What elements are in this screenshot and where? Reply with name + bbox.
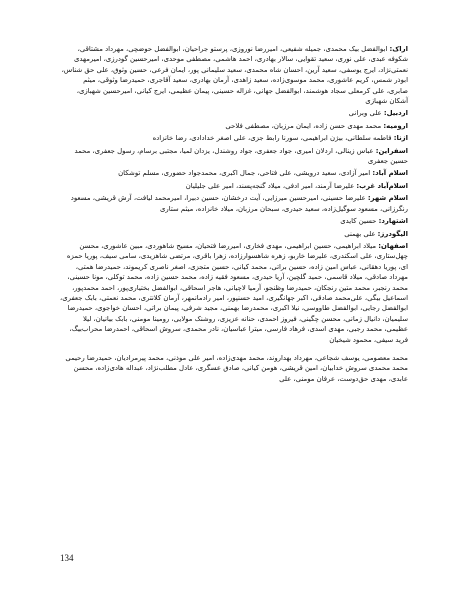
city-block-eslamabad (60, 168, 408, 178)
city-block-aligudarz (60, 229, 408, 239)
city-block-isfahan (60, 241, 408, 345)
city-block-azna (60, 133, 408, 143)
names-text: حسین کایدی (340, 217, 377, 226)
names-text: ابوالفضل بیک محمدی، جمیله شفیعی، امیررضا نوروزی، پرستو جراحیان، ابوالفضل حوضچی، مهرداد مشتاقی، شکوفه عبدی، علی نوری، سعید تقوایی، سالار بهادری، احمد هاشمی، مصطفی موحدی، امیرحسین گودرزی، امیرمهدی نعمتی‌نژاد، ایرج یوسفی، سعید آرین، احسان شاه محمدی، سعید سلیمانی پور، ایمان فرعی، حسین وثوق، علی حق شناس، ابوذر شمس، کریم عاشوری، محمد موسوی‌زاده، سعید زاهدی، آرمان بهادری، سعید آقاجری، حمیدرضا وثوقی، میثم صابری، علی کرمعلی سجاد هوشمند، ابوالفضل جهانی، غزاله حسینی، پیمان عظیمی، ایرج کیانی، امیرحسین شهبازی، آشکان شهبازی (61, 45, 408, 106)
page-number: 134 (60, 553, 74, 563)
names-list (60, 44, 408, 386)
names-text: علیرضا حسینی، امیرحسین میرزایی، آیت درخشان، حسین دبیرا، امیرمحمد لیافت، آرش قریشی، مسعود رنگرزانی، مسعود سوگیل‌زاده، سعید حیدری، سبحان مرزبان، میلاد خانزاده، میثم ستاری (70, 194, 408, 213)
city-block-esfarayen (60, 146, 408, 167)
names-text: محمد معصومی، یوسف شجاعی، مهرداد بهداروند، محمد مهدی‌زاده، امیر علی موذنی، محمد پیرمرادیان، حمیدرضا رحیمی محمد محمدی سروش خدابیان، امین قریشی، هومن کیانی، صادق عسگری، عادل مطلب‌نژاد، عبداله هادی‌زاده، محسن عابدی، مهدی حق‌دوست، عرفان مومنی، علی (65, 353, 408, 383)
names-text: علی وبرانی (348, 109, 382, 118)
city-label: ازنا: (393, 134, 408, 143)
city-label: اشتهارد: (378, 217, 408, 226)
city-block-eslamabad-gharb (60, 181, 408, 191)
city-block-arak (60, 44, 408, 106)
names-continuation (60, 353, 408, 384)
city-block-urmia (60, 121, 408, 131)
city-label: اسلام آباد: (372, 169, 408, 178)
city-label: اراک: (389, 45, 408, 53)
names-text: علیرضا آرمند، امیر ادفی، میلاد گنجه‌پسند، امیر علی جلیلیان (185, 181, 355, 190)
city-block-eshtehard (60, 216, 408, 226)
city-label: اردبیل: (383, 109, 408, 118)
city-label: اسلام شهر: (367, 194, 408, 203)
names-text: میلاد ابراهیمی، حسین ابراهیمی، مهدی فخاری، امیررضا فتحیان، مسیح شاهوردی، مبین عاشوری، محسن چهل‌ستاری، علی اسکندری، علیرضا خاربو، زهره شاهسوارزاده، زهرا باقری، مرتضی شاهزیدی، سامی سیف، پوریا حمزه ای، پوریا دهقانی، عباس امین زاده، حسین براتی، محمد کیانی، حسین متجزی، اصغر ناصری کریموند، حمیدرضا همتی، مهرداد صادقی، میلاد قاسمی، حمید گلچین، آریا حیدری، مسعود فقیه زاده، محمد حسین زاده، محمد توکلی، مونا حسینی، محمد رنجبر، محمد متین رنجکان، حمیدرضا وظنجو، آرمیا لاچیانی، هاجر اسحاقی، ابوالفضل بختیاری‌پور، احمد محمدپور، اسماعیل بیگی، علی‌محمد صادقی، اکبر جهانگیری، امید حسنپور، امیر رادمانمهر، آرمان کلانتری، محمد نعمتی، بابک جعفری، ابوالفضل رجایی، ابوالفضل طاووسی، نیلا اکبری، محمدرضا بهمنی، مجید شرفی، پیمان براتی، احسان خواجوی، حمیدرضا سلیمیان، دانیال زمانی، محسن چگینی، فیروز احمدی، حنانه عزیزی، روشنک مولایی، رومینا مومنی، بابک بیانیان، لیلا عظیمی، محمد رجبی، مهدی اسدی، فرهاد فارسی، میترا عباسیان، نادر محمدی، سروش اسحاقی، احمدرضا محراب‌بیگ، فرید سیفی، محمود شیخیان (60, 241, 408, 344)
names-text: عباس زینالی، اردلان امیری، جواد جعفری، جواد روشندل، یزدان لمیا، مجتبی برسام، رسول جعفری، محمد حسین جعفری (74, 146, 408, 166)
names-text: علی بهمنی (344, 229, 376, 238)
names-text: امیر آزادی، سعید درویشی، علی فتاحی، جمال اکبری، محمدجواد حضوری، مسلم توشکان (118, 169, 371, 178)
city-label: اسلام‌آباد غرب: (356, 181, 408, 190)
city-label: اسفراین: (375, 146, 408, 155)
city-label: اصفهان: (378, 241, 408, 250)
names-text: فاطمه سلطانی، بیژن ابراهیمی، سورنا رابط جزی، علی اصغر خدادادی، رضا خانزاده (152, 134, 392, 143)
names-text: محمد مهدی حسن زاده، ایمان مرزبان، مصطفی فلاحی (225, 121, 382, 130)
city-label: ارومیه: (383, 121, 408, 130)
city-label: الیگودرز: (377, 229, 408, 238)
city-block-ardabil (60, 108, 408, 118)
city-block-eslamshahr (60, 193, 408, 214)
